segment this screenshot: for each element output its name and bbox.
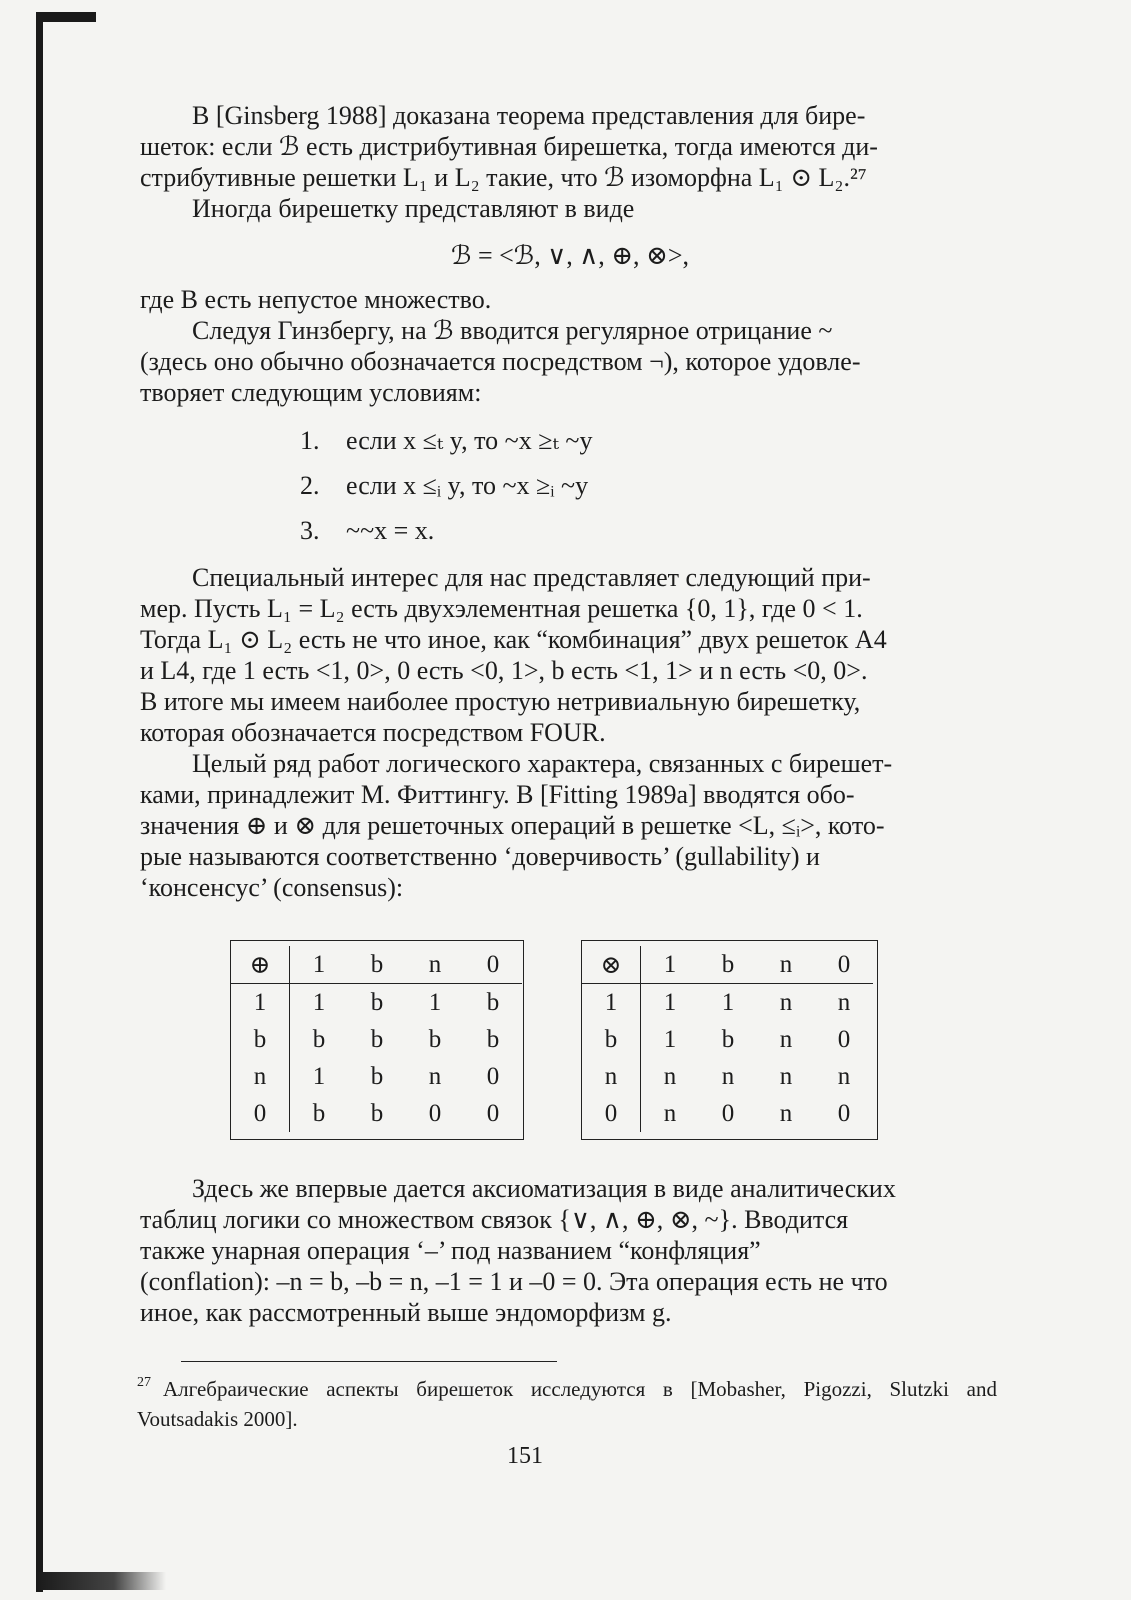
table-cell: b	[486, 988, 500, 1016]
book-spine-top	[36, 12, 96, 22]
table-cell: n	[757, 946, 815, 984]
table-row-head: b	[582, 1021, 641, 1058]
table-cell: n	[779, 988, 793, 1016]
table-cell: 1	[663, 1025, 677, 1053]
table-row	[582, 1021, 873, 1058]
book-spine-edge	[36, 12, 43, 1592]
table-row-head: ⊕	[231, 946, 290, 984]
table-cell: 1	[641, 946, 700, 984]
table-row-head: 0	[231, 1095, 290, 1132]
table-cell: b	[486, 1025, 500, 1053]
table-cell: n	[779, 1062, 793, 1090]
table-row	[231, 1058, 522, 1095]
table-cell: 1	[428, 988, 442, 1016]
table-cell: b	[428, 1025, 442, 1053]
text-line: Специальный интерес для нас представляет следующий при-	[192, 563, 871, 592]
text-line: Тогда L₁ ⊙ L₂ есть не что иное, как “комбинация” двух решеток A4	[140, 625, 887, 654]
text-line: (здесь оно обычно обозначается посредством ¬), которое удовле-	[140, 347, 861, 376]
table-row-head: n	[582, 1058, 641, 1095]
table-cell: b	[370, 1025, 384, 1053]
paragraph-theorem	[140, 100, 1000, 224]
table-cell: 0	[837, 1099, 851, 1127]
text-line: значения ⊕ и ⊗ для решеточных операций в решетке <L, ≤ᵢ>, кото-	[140, 811, 885, 840]
text-line: иное, как рассмотренный выше эндоморфизм g.	[140, 1298, 672, 1327]
table-cell: 0	[815, 946, 873, 984]
table-cell: n	[837, 988, 851, 1016]
otimes-table	[582, 946, 873, 1132]
footnote	[137, 1368, 997, 1434]
table-row	[582, 1095, 873, 1132]
list-item: 2. если x ≤ᵢ y, то ~x ≥ᵢ ~y	[300, 471, 589, 500]
table-row	[582, 1058, 873, 1095]
table-cell: b	[370, 1099, 384, 1127]
table-header-row	[582, 946, 873, 984]
text-line: (conflation): –n = b, –b = n, –1 = 1 и –0 = 0. Эта операция есть не что	[140, 1267, 888, 1296]
footnote-text: Алгебраические аспекты бирешеток исследуются в [Mobasher, Pigozzi, Slutzki and Voutsadakis 2000].	[137, 1377, 997, 1431]
table-cell: b	[699, 946, 757, 984]
paragraph-four-example	[140, 562, 1000, 903]
text-line: которая обозначается посредством FOUR.	[140, 718, 606, 747]
table-row-head: n	[231, 1058, 290, 1095]
table-cell: b	[312, 1099, 326, 1127]
table-cell: 1	[721, 988, 735, 1016]
list-item: 1. если x ≤ₜ y, то ~x ≥ₜ ~y	[300, 426, 593, 455]
table-cell: b	[348, 946, 406, 984]
table-row-head: 1	[582, 984, 641, 1022]
text-line: В итоге мы имеем наиболее простую нетривиальную бирешетку,	[140, 687, 861, 716]
text-line: где B есть непустое множество.	[140, 285, 492, 314]
table-header-row	[231, 946, 522, 984]
table-cell: 1	[312, 1062, 326, 1090]
table-cell: n	[663, 1099, 677, 1127]
paragraph-negation	[140, 284, 1000, 408]
table-cell: n	[663, 1062, 677, 1090]
text-line: Целый ряд работ логического характера, связанных с бирешет-	[192, 749, 893, 778]
conditions-list	[300, 418, 592, 553]
footnote-rule	[181, 1361, 557, 1362]
table-row-head: b	[231, 1021, 290, 1058]
paragraph-conflation	[140, 1173, 1000, 1328]
text-line: и L4, где 1 есть <1, 0>, 0 есть <0, 1>, b есть <1, 1> и n есть <0, 0>.	[140, 656, 868, 685]
text-line: Иногда бирешетку представляют в виде	[192, 194, 635, 223]
text-line: рые называются соответственно ‘доверчивость’ (gullability) и	[140, 842, 820, 871]
table-row-head: 1	[231, 984, 290, 1022]
table-row	[231, 1021, 522, 1058]
table-cell: b	[312, 1025, 326, 1053]
table-cell: n	[406, 946, 464, 984]
table-cell: n	[428, 1062, 442, 1090]
page-number: 151	[507, 1443, 543, 1469]
table-cell: 1	[663, 988, 677, 1016]
text-line: ками, принадлежит М. Фиттингу. В [Fitting 1989a] вводятся обо-	[140, 780, 855, 809]
table-cell: n	[837, 1062, 851, 1090]
table-cell: 0	[837, 1025, 851, 1053]
table-cell: 0	[464, 946, 522, 984]
list-item: 3. ~~x = x.	[300, 516, 435, 545]
table-row	[231, 1095, 522, 1132]
table-cell: b	[370, 988, 384, 1016]
table-row	[231, 984, 522, 1022]
table-cell: n	[779, 1099, 793, 1127]
formula-bilattice: ℬ = <ℬ, ∨, ∧, ⊕, ⊗>,	[451, 241, 689, 270]
table-cell: n	[721, 1062, 735, 1090]
text-line: стрибутивные решетки L₁ и L₂ такие, что ℬ изоморфна L₁ ⊙ L₂.²⁷	[140, 163, 867, 192]
table-cell: b	[721, 1025, 735, 1053]
text-line: ‘консенсус’ (consensus):	[140, 873, 404, 902]
table-row	[582, 984, 873, 1022]
text-line: творяет следующим условиям:	[140, 378, 482, 407]
text-line: Здесь же впервые дается аксиоматизация в виде аналитических	[192, 1174, 896, 1203]
text-line: В [Ginsberg 1988] доказана теорема представления для бире-	[192, 101, 866, 130]
table-cell: 1	[290, 946, 349, 984]
table-cell: b	[370, 1062, 384, 1090]
table-cell: n	[779, 1025, 793, 1053]
table-cell: 0	[721, 1099, 735, 1127]
text-line: мер. Пусть L₁ = L₂ есть двухэлементная решетка {0, 1}, где 0 < 1.	[140, 594, 863, 623]
text-line: также унарная операция ‘–’ под названием “конфляция”	[140, 1236, 761, 1265]
table-cell: 0	[486, 1099, 500, 1127]
text-line: таблиц логики со множеством связок {∨, ∧, ⊕, ⊗, ~}. Вводится	[140, 1205, 849, 1234]
table-cell: 1	[312, 988, 326, 1016]
text-line: Следуя Гинзбергу, на ℬ вводится регулярное отрицание ~	[192, 316, 833, 345]
table-row-head: ⊗	[582, 946, 641, 984]
book-spine-bottom	[36, 1572, 166, 1590]
oplus-table	[231, 946, 522, 1132]
table-row-head: 0	[582, 1095, 641, 1132]
footnote-marker: 27	[137, 1375, 151, 1390]
text-line: шеток: если ℬ есть дистрибутивная бирешетка, тогда имеются ди-	[140, 132, 878, 161]
table-cell: 0	[486, 1062, 500, 1090]
table-cell: 0	[428, 1099, 442, 1127]
